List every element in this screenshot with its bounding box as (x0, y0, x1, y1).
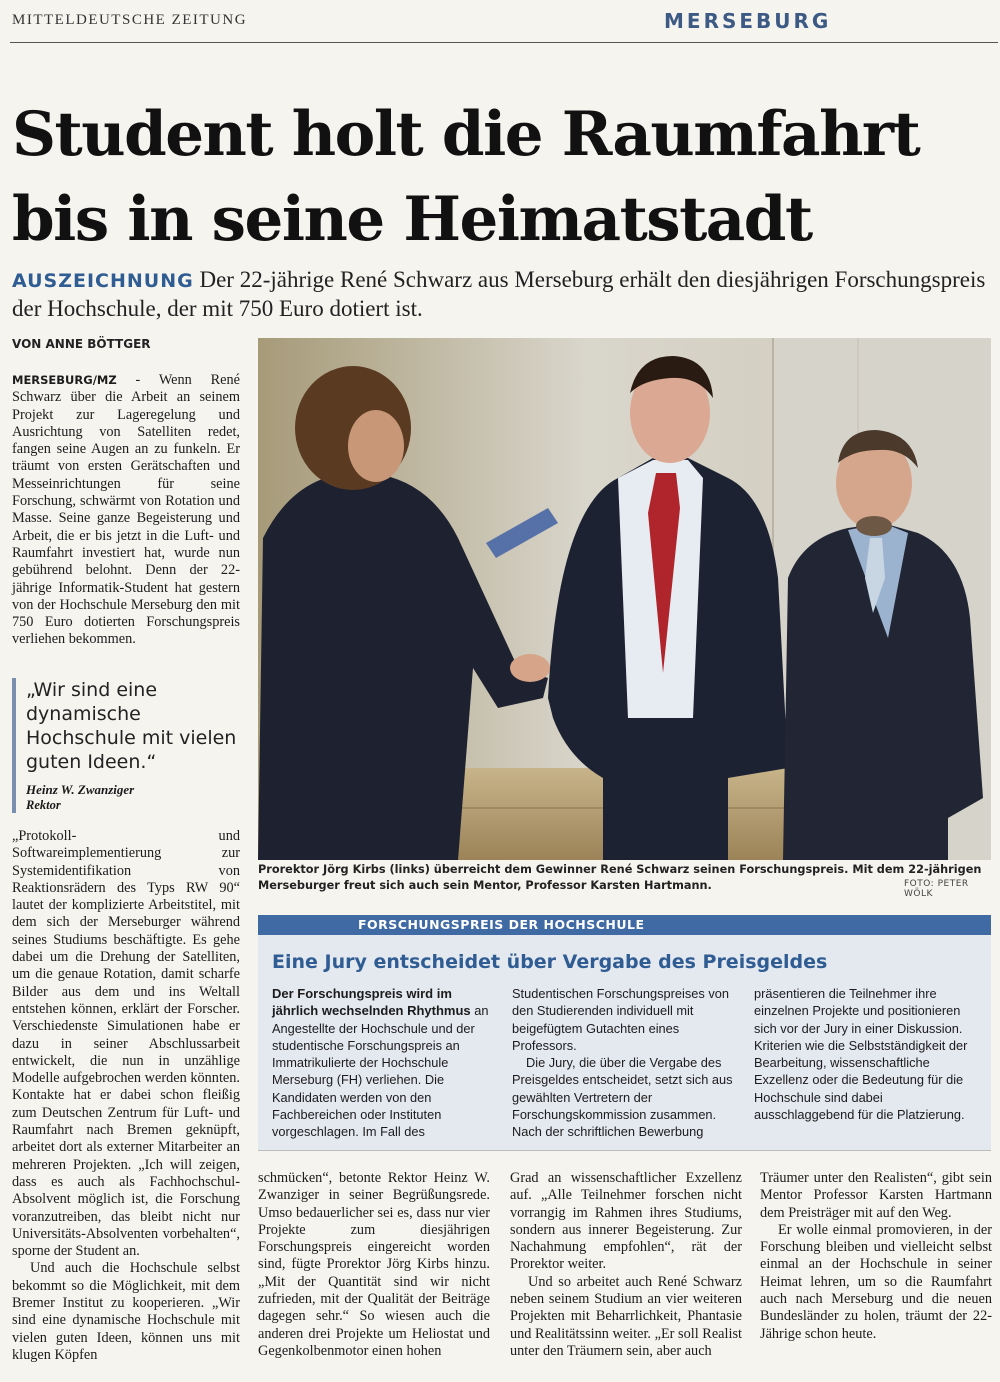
lead-paragraph: - Wenn René Schwarz über die Arbeit an seinem Projekt zur Lageregelung und Ausrichtung von Satelliten redet, fangen seine Augen an zu funkeln. Er träumt von ersten Gerätschaften und Messeinrichtungen für seine Forschung, schwärmt von Rotation und Masse. Seine ganze Begeisterung und Arbeit, die er bis jetzt in die Luft- und Raumfahrt investiert hat, wurde nun gebührend belohnt. Denn der 22-jährige Informatik-Student hat gestern von der Hochschule Merseburg den mit 750 Euro dotierten Forschungspreis verliehen bekommen. (12, 372, 240, 648)
paragraph: Die Jury, die über die Vergabe des Preisgeldes entscheidet, setzt sich aus gewählten Vertretern der Forschungskommission zusammen. Nach der schriftlichen Bewerbung (512, 1055, 733, 1140)
article-column-1-bottom (12, 828, 240, 1364)
photo-caption: Prorektor Jörg Kirbs (links) überreicht dem Gewinner René Schwarz seinen Forschungspreis. Mit dem 22-jährigen Merseburger freut sich auch sein Mentor, Professor Karsten Hartmann. (258, 863, 982, 892)
newspaper-name: MITTELDEUTSCHE ZEITUNG (12, 12, 248, 28)
article-column-1-top (12, 372, 240, 649)
headline (12, 92, 992, 262)
section-title: MERSEBURG (664, 9, 832, 33)
headline-line-2: bis in seine Heimatstadt (12, 184, 812, 255)
kicker (12, 266, 997, 323)
pull-quote-author: Heinz W. Zwanziger (26, 782, 135, 797)
paragraph: Studentischen Forschungspreises von den Studierenden individuell mit beigefügtem Gutachten eines Professors. (512, 986, 729, 1053)
pull-quote-role: Rektor (26, 798, 61, 812)
pull-quote (12, 678, 240, 813)
infobox-column-3 (754, 985, 980, 1123)
byline: VON ANNE BÖTTGER (12, 337, 151, 351)
paragraph: Er wolle einmal promovieren, in der Forschung bleiben und vielleicht selbst einmal an der Hochschule in seiner Heimat lehren, um so die Raumfahrt auch nach Merseburg und die neuen Bundesländer zu holen, träumt der 22-Jährige schon heute. (760, 1221, 992, 1342)
infobox-title: Eine Jury entscheidet über Vergabe des Preisgeldes (272, 951, 828, 973)
article-column-4 (760, 1170, 992, 1343)
paragraph: präsentieren die Teilnehmer ihre einzelnen Projekte und positionieren sich vor der Jury in einer Diskussion. Kriterien wie die Selbstständigkeit der Bearbeitung, wissenschaftliche Exzellenz oder die Bedeutung für die Hochschule sind dabei ausschlaggebend für die Platzierung. (754, 986, 968, 1123)
pull-quote-text: „Wir sind eine dynamische Hochschule mit vielen guten Ideen.“ (26, 679, 237, 773)
paragraph: Grad an wissenschaftlicher Exzellenz auf. „Alle Teilnehmer forschen nicht vorrangig im Rahmen ihres Studiums, sondern aus innerer Begeisterung. Zur Nachahmung empfohlen“, rät der Prorektor weiter. (510, 1170, 742, 1273)
header-rule (10, 42, 998, 43)
article-column-2 (258, 1170, 490, 1360)
paragraph: Und so arbeitet auch René Schwarz neben seinem Studium an vier weiteren Projekten mit Beharrlichkeit, Phantasie und Realitätssinn weiter. „Er soll Realist unter den Träumern sein, aber auch (510, 1273, 742, 1359)
infobox-rule (258, 1150, 991, 1151)
infobox-bar-label: FORSCHUNGSPREIS DER HOCHSCHULE (358, 917, 645, 932)
paragraph: Und auch die Hochschule selbst bekommt so die Möglichkeit, mit dem Bremer Institut zu kooperieren. „Wir sind eine dynamische Hochschule mit vielen guten Ideen, können uns mit klugen Köpfen (12, 1260, 240, 1363)
infobox-text: an Angestellte der Hochschule und der studentische Forschungspreis an Immatrikulierte der Hochschule Merseburg (FH) verliehen. Die Kandidaten werden von den Fachbereichen oder Instituten vorgeschlagen. Im Fall des (272, 1003, 489, 1140)
infobox-column-2 (512, 985, 734, 1141)
article-photo (258, 338, 991, 860)
article-column-3 (510, 1170, 742, 1360)
infobox-lead: Der Forschungspreis wird im jährlich wechselnden Rhythmus (272, 986, 471, 1019)
headline-line-1: Student holt die Raumfahrt (12, 99, 920, 170)
paragraph: Träumer unter den Realisten“, gibt sein Mentor Professor Karsten Hartmann dem Preisträger mit auf den Weg. (760, 1170, 992, 1221)
kicker-text: Der 22-jährige René Schwarz aus Merseburg erhält den diesjährigen Forschungspreis der Hochschule, der mit 750 Euro dotiert ist. (12, 267, 986, 321)
photo-credit: FOTO: PETER WÖLK (904, 879, 969, 899)
paragraph: schmücken“, betonte Rektor Heinz W. Zwanziger in seiner Begrüßungsrede. Umso bedauerlicher sei es, dass nur vier Projekte zum diesjährigen Forschungspreis eingereicht worden sind, fügte Prorektor Jörg Kirbs hinzu. „Mit der Quantität sind wir nicht zufrieden, mit der Qualität der Beiträge dagegen sehr.“ So wiesen auch die anderen drei Projekte um Heliostat und Gegenkolbenmotor einen hohen (258, 1170, 490, 1359)
dateline: MERSEBURG/MZ (12, 373, 117, 387)
kicker-label: AUSZEICHNUNG (12, 270, 194, 292)
paragraph: „Protokoll- und Softwareimplementierung zur Systemidentifikation von Reaktionsrädern des Typs RW 90“ lautet der komplizierte Arbeitstitel, mit dem sich der Merseburger während seines Studiums beschäftigte. Es gehe dabei um die Drehung der Satelliten, um die genaue Rotation, damit scharfe Bilder aus dem und ins Weltall entstehen können, erklärt der Forscher. Verschiedenste Simulationen habe er dazu in seiner Abschlussarbeit entwickelt, die nun in unzählige Modelle aufgebrochen werden könnten. Kontakte hat er dabei schon fleißig zum Deutschen Zentrum für Luft- und Raumfahrt nach Bremen geknüpft, arbeitet dort als externer Mitarbeiter an mehreren Projekten. „Ich will zeigen, dass es auch als Fachhochschul-Absolvent möglich ist, die Forschung voranzutreiben, das bleibt nicht nur Universitäts-Absolventen vorbehalten“, sporne der Student an. (12, 828, 240, 1260)
infobox-column-1 (272, 985, 494, 1141)
